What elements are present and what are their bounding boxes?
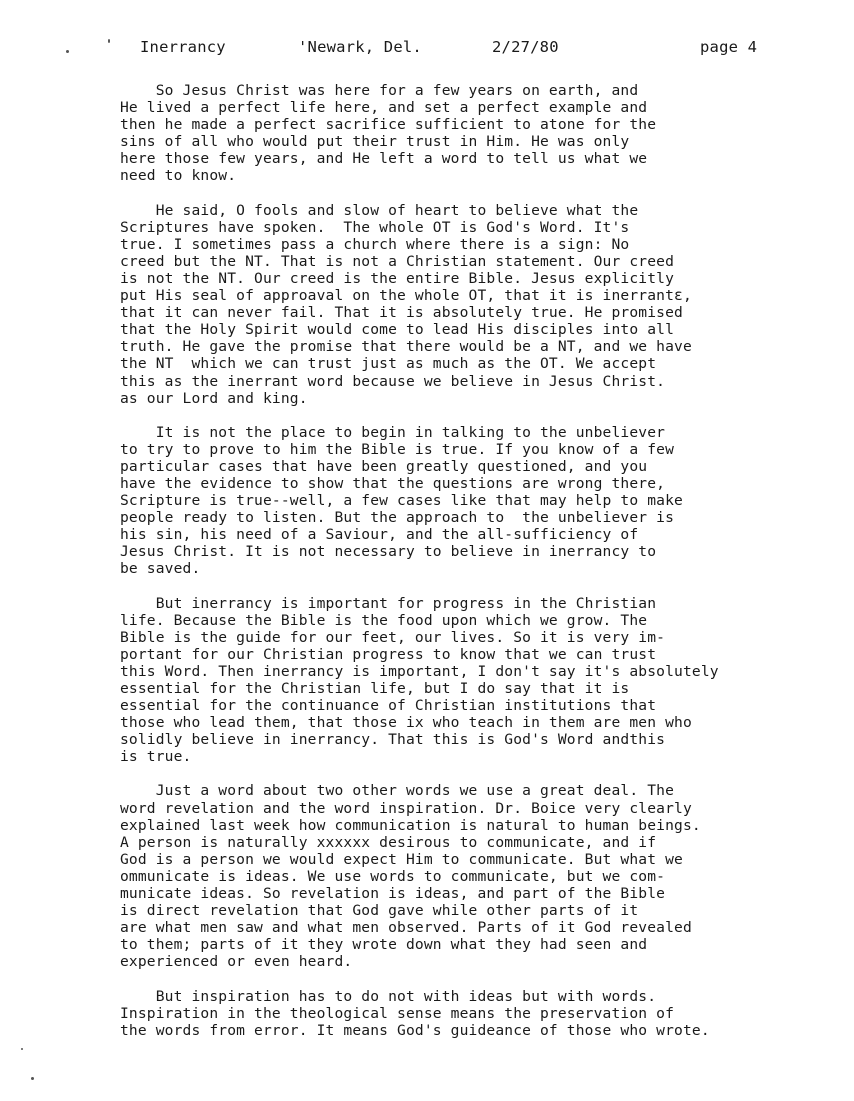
text-line: portant for our Christian progress to know that we can trust xyxy=(120,645,657,663)
scan-speck xyxy=(21,1048,23,1050)
header-date: 2/27/80 xyxy=(492,38,559,56)
text-line: his sin, his need of a Saviour, and the all-sufficiency of xyxy=(120,526,639,544)
text-line: sins of all who would put their trust in Him. He was only xyxy=(120,133,630,151)
text-line: But inerrancy is important for progress in the Christian xyxy=(120,594,657,612)
text-line: Bible is the guide for our feet, our lives. So it is very im- xyxy=(120,628,666,646)
scan-speck xyxy=(108,39,110,43)
paragraph xyxy=(120,82,820,185)
text-line: the words from error. It means God's guideance of those who wrote. xyxy=(120,1021,710,1039)
text-line: But inspiration has to do not with ideas but with words. xyxy=(120,987,657,1005)
text-line: Scriptures have spoken. The whole OT is God's Word. It's xyxy=(120,218,630,236)
text-line: are what men saw and what men observed. Parts of it God revealed xyxy=(120,919,692,937)
text-line: is direct revelation that God gave while other parts of it xyxy=(120,902,639,920)
header-page-number: page 4 xyxy=(700,38,758,56)
text-line: the NT which we can trust just as much as the OT. We accept xyxy=(120,355,657,373)
text-line: creed but the NT. That is not a Christian statement. Our creed xyxy=(120,252,675,270)
text-line: ommunicate is ideas. We use words to communicate, but we com- xyxy=(120,867,666,885)
page-header xyxy=(140,38,780,60)
text-line: experienced or even heard. xyxy=(120,953,353,971)
text-line: So Jesus Christ was here for a few years on earth, and xyxy=(120,82,639,99)
text-line: to them; parts of it they wrote down what they had seen and xyxy=(120,936,648,954)
scan-speck xyxy=(31,1077,34,1080)
text-line: to try to prove to him the Bible is true. If you know of a few xyxy=(120,440,675,458)
text-line: Just a word about two other words we use a great deal. The xyxy=(120,782,675,800)
text-line: people ready to listen. But the approach to the unbeliever is xyxy=(120,509,675,527)
text-line: A person is naturally xxxxxx desirous to communicate, and if xyxy=(120,833,657,851)
text-line: put His seal of approaval on the whole OT, that it is inerrantε, xyxy=(120,287,692,305)
text-line: have the evidence to show that the questions are wrong there, xyxy=(120,474,666,492)
text-line: Scripture is true--well, a few cases like that may help to make xyxy=(120,492,683,510)
text-line: word revelation and the word inspiration. Dr. Boice very clearly xyxy=(120,799,692,817)
body-text xyxy=(120,82,820,1056)
text-line: this as the inerrant word because we believe in Jesus Christ. xyxy=(120,372,666,390)
header-place: 'Newark, Del. xyxy=(298,38,422,56)
paragraph xyxy=(120,424,820,578)
text-line: It is not the place to begin in talking to the unbeliever xyxy=(120,423,666,441)
text-line: He said, O fools and slow of heart to believe what the xyxy=(120,201,639,219)
text-line: life. Because the Bible is the food upon which we grow. The xyxy=(120,611,648,629)
text-line: municate ideas. So revelation is ideas, and part of the Bible xyxy=(120,885,666,903)
text-line: God is a person we would expect Him to communicate. But what we xyxy=(120,850,683,868)
scan-speck xyxy=(66,50,69,53)
paragraph xyxy=(120,988,820,1039)
text-line: need to know. xyxy=(120,167,237,185)
text-line: essential for the continuance of Christian institutions that xyxy=(120,697,657,715)
text-line: solidly believe in inerrancy. That this is God's Word andthis xyxy=(120,731,666,749)
text-line: here those few years, and He left a word to tell us what we xyxy=(120,150,648,168)
text-line: He lived a perfect life here, and set a perfect example and xyxy=(120,99,648,117)
text-line: truth. He gave the promise that there would be a NT, and we have xyxy=(120,338,692,356)
text-line: true. I sometimes pass a church where there is a sign: No xyxy=(120,235,630,253)
paragraph xyxy=(120,202,820,407)
text-line: be saved. xyxy=(120,560,201,578)
header-title: Inerrancy xyxy=(140,38,226,56)
text-line: those who lead them, that those ix who teach in them are men who xyxy=(120,714,692,732)
text-line: then he made a perfect sacrifice sufficient to atone for the xyxy=(120,116,657,134)
text-line: this Word. Then inerrancy is important, I don't say it's absolutely xyxy=(120,662,719,680)
paragraph xyxy=(120,782,820,970)
text-line: that it can never fail. That it is absolutely true. He promised xyxy=(120,304,683,322)
text-line: explained last week how communication is natural to human beings. xyxy=(120,816,701,834)
text-line: as our Lord and king. xyxy=(120,389,308,407)
paragraph xyxy=(120,595,820,766)
text-line: is true. xyxy=(120,748,192,766)
text-line: is not the NT. Our creed is the entire Bible. Jesus explicitly xyxy=(120,269,675,287)
text-line: particular cases that have been greatly questioned, and you xyxy=(120,457,648,475)
text-line: Jesus Christ. It is not necessary to believe in inerrancy to xyxy=(120,543,657,561)
text-line: essential for the Christian life, but I do say that it is xyxy=(120,680,630,697)
text-line: Inspiration in the theological sense means the preservation of xyxy=(120,1004,675,1022)
text-line: that the Holy Spirit would come to lead His disciples into all xyxy=(120,321,675,339)
